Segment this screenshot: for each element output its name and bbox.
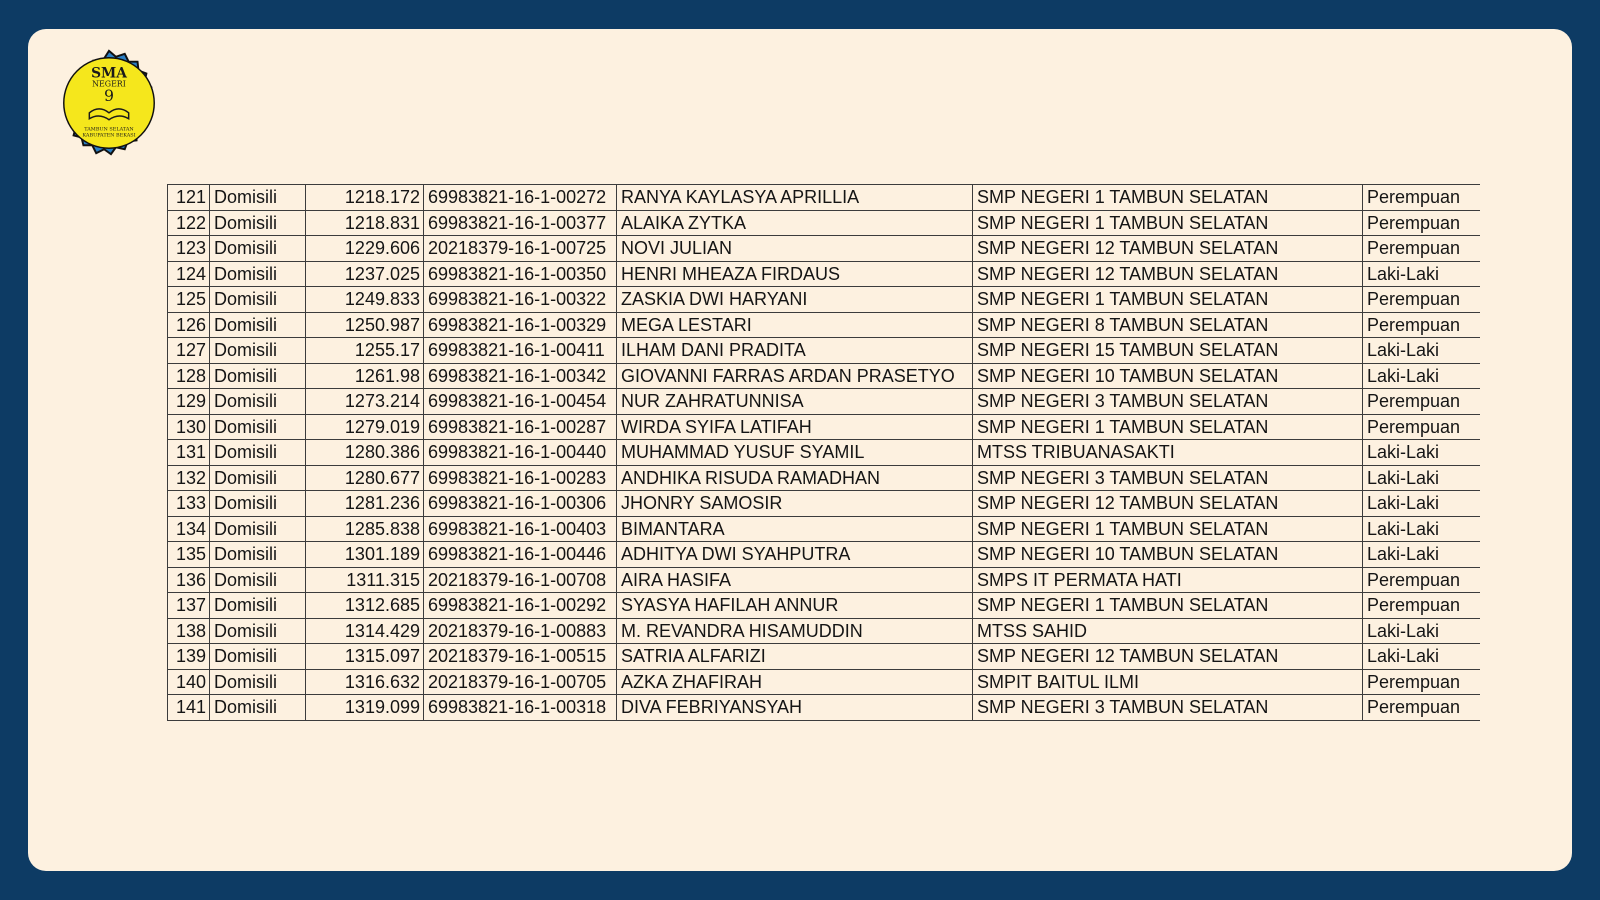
row-number-cell: 130 (168, 414, 210, 440)
gender-cell: Perempuan (1363, 567, 1481, 593)
origin-school-cell: SMPIT BAITUL ILMI (973, 669, 1363, 695)
student-name-cell: AZKA ZHAFIRAH (617, 669, 973, 695)
table-row (168, 389, 1481, 415)
origin-school-cell: SMP NEGERI 1 TAMBUN SELATAN (973, 185, 1363, 211)
table-row (168, 644, 1481, 670)
row-number-cell: 126 (168, 312, 210, 338)
row-number-cell: 124 (168, 261, 210, 287)
gender-cell: Perempuan (1363, 210, 1481, 236)
student-name-cell: RANYA KAYLASYA APRILLIA (617, 185, 973, 211)
distance-cell: 1249.833 (306, 287, 424, 313)
registration-code-cell: 69983821-16-1-00318 (424, 695, 617, 721)
row-number-cell: 133 (168, 491, 210, 517)
table-row (168, 210, 1481, 236)
logo-text-sma: SMA (91, 65, 127, 82)
student-name-cell: SYASYA HAFILAH ANNUR (617, 593, 973, 619)
gender-cell: Laki-Laki (1363, 542, 1481, 568)
row-number-cell: 128 (168, 363, 210, 389)
origin-school-cell: SMP NEGERI 10 TAMBUN SELATAN (973, 542, 1363, 568)
table-row (168, 312, 1481, 338)
table-row (168, 440, 1481, 466)
admission-path-cell: Domisili (210, 618, 306, 644)
row-number-cell: 137 (168, 593, 210, 619)
table-row (168, 618, 1481, 644)
logo-text-regency: KABUPATEN BEKASI (82, 132, 136, 139)
gender-cell: Perempuan (1363, 593, 1481, 619)
row-number-cell: 141 (168, 695, 210, 721)
distance-cell: 1316.632 (306, 669, 424, 695)
gender-cell: Laki-Laki (1363, 618, 1481, 644)
student-table-container (167, 184, 1480, 736)
registration-code-cell: 69983821-16-1-00322 (424, 287, 617, 313)
gender-cell: Perempuan (1363, 414, 1481, 440)
distance-cell: 1229.606 (306, 236, 424, 262)
student-name-cell: HENRI MHEAZA FIRDAUS (617, 261, 973, 287)
gender-cell: Perempuan (1363, 669, 1481, 695)
origin-school-cell: SMP NEGERI 3 TAMBUN SELATAN (973, 389, 1363, 415)
table-row (168, 465, 1481, 491)
logo-text-location: TAMBUN SELATAN (84, 126, 134, 133)
registration-code-cell: 69983821-16-1-00446 (424, 542, 617, 568)
table-row (168, 236, 1481, 262)
student-name-cell: SATRIA ALFARIZI (617, 644, 973, 670)
student-name-cell: MUHAMMAD YUSUF SYAMIL (617, 440, 973, 466)
admission-path-cell: Domisili (210, 185, 306, 211)
admission-path-cell: Domisili (210, 236, 306, 262)
gender-cell: Laki-Laki (1363, 644, 1481, 670)
student-name-cell: MEGA LESTARI (617, 312, 973, 338)
registration-code-cell: 20218379-16-1-00883 (424, 618, 617, 644)
distance-cell: 1237.025 (306, 261, 424, 287)
origin-school-cell: SMP NEGERI 12 TAMBUN SELATAN (973, 644, 1363, 670)
registration-code-cell: 69983821-16-1-00440 (424, 440, 617, 466)
student-name-cell: ALAIKA ZYTKA (617, 210, 973, 236)
logo-text-number: 9 (103, 86, 115, 106)
admission-path-cell: Domisili (210, 465, 306, 491)
admission-path-cell: Domisili (210, 210, 306, 236)
row-number-cell: 127 (168, 338, 210, 364)
gender-cell: Laki-Laki (1363, 261, 1481, 287)
distance-cell: 1281.236 (306, 491, 424, 517)
student-name-cell: ADHITYA DWI SYAHPUTRA (617, 542, 973, 568)
registration-code-cell: 69983821-16-1-00329 (424, 312, 617, 338)
table-row (168, 516, 1481, 542)
gender-cell: Perempuan (1363, 389, 1481, 415)
distance-cell: 1280.677 (306, 465, 424, 491)
table-row (168, 287, 1481, 313)
student-name-cell: AIRA HASIFA (617, 567, 973, 593)
registration-code-cell: 69983821-16-1-00287 (424, 414, 617, 440)
admission-path-cell: Domisili (210, 414, 306, 440)
table-row (168, 363, 1481, 389)
gender-cell: Laki-Laki (1363, 363, 1481, 389)
origin-school-cell: SMP NEGERI 12 TAMBUN SELATAN (973, 236, 1363, 262)
origin-school-cell: SMP NEGERI 15 TAMBUN SELATAN (973, 338, 1363, 364)
table-row (168, 542, 1481, 568)
student-name-cell: ILHAM DANI PRADITA (617, 338, 973, 364)
origin-school-cell: SMP NEGERI 1 TAMBUN SELATAN (973, 210, 1363, 236)
gender-cell: Laki-Laki (1363, 440, 1481, 466)
gender-cell: Laki-Laki (1363, 491, 1481, 517)
table-row (168, 669, 1481, 695)
registration-code-cell: 69983821-16-1-00292 (424, 593, 617, 619)
row-number-cell: 122 (168, 210, 210, 236)
admission-path-cell: Domisili (210, 542, 306, 568)
student-name-cell: GIOVANNI FARRAS ARDAN PRASETYO (617, 363, 973, 389)
admission-path-cell: Domisili (210, 644, 306, 670)
registration-code-cell: 69983821-16-1-00454 (424, 389, 617, 415)
distance-cell: 1261.98 (306, 363, 424, 389)
distance-cell: 1285.838 (306, 516, 424, 542)
student-name-cell: ANDHIKA RISUDA RAMADHAN (617, 465, 973, 491)
admission-path-cell: Domisili (210, 695, 306, 721)
admission-path-cell: Domisili (210, 669, 306, 695)
gender-cell: Perempuan (1363, 236, 1481, 262)
origin-school-cell: SMP NEGERI 3 TAMBUN SELATAN (973, 465, 1363, 491)
gender-cell: Perempuan (1363, 312, 1481, 338)
admission-path-cell: Domisili (210, 312, 306, 338)
student-name-cell: DIVA FEBRIYANSYAH (617, 695, 973, 721)
student-name-cell: BIMANTARA (617, 516, 973, 542)
distance-cell: 1311.315 (306, 567, 424, 593)
table-row (168, 414, 1481, 440)
origin-school-cell: SMP NEGERI 1 TAMBUN SELATAN (973, 287, 1363, 313)
table-row (168, 491, 1481, 517)
origin-school-cell: SMP NEGERI 10 TAMBUN SELATAN (973, 363, 1363, 389)
distance-cell: 1255.17 (306, 338, 424, 364)
distance-cell: 1301.189 (306, 542, 424, 568)
student-name-cell: M. REVANDRA HISAMUDDIN (617, 618, 973, 644)
origin-school-cell: MTSS TRIBUANASAKTI (973, 440, 1363, 466)
registration-code-cell: 69983821-16-1-00283 (424, 465, 617, 491)
row-number-cell: 125 (168, 287, 210, 313)
origin-school-cell: SMPS IT PERMATA HATI (973, 567, 1363, 593)
distance-cell: 1315.097 (306, 644, 424, 670)
table-row (168, 695, 1481, 721)
gender-cell: Perempuan (1363, 695, 1481, 721)
origin-school-cell: SMP NEGERI 1 TAMBUN SELATAN (973, 593, 1363, 619)
student-name-cell: ZASKIA DWI HARYANI (617, 287, 973, 313)
school-logo (50, 44, 168, 162)
row-number-cell: 129 (168, 389, 210, 415)
distance-cell: 1273.214 (306, 389, 424, 415)
admission-path-cell: Domisili (210, 389, 306, 415)
registration-code-cell: 69983821-16-1-00350 (424, 261, 617, 287)
admission-path-cell: Domisili (210, 440, 306, 466)
row-number-cell: 138 (168, 618, 210, 644)
gender-cell: Laki-Laki (1363, 516, 1481, 542)
origin-school-cell: SMP NEGERI 12 TAMBUN SELATAN (973, 261, 1363, 287)
registration-code-cell: 20218379-16-1-00515 (424, 644, 617, 670)
registration-code-cell: 69983821-16-1-00411 (424, 338, 617, 364)
row-number-cell: 134 (168, 516, 210, 542)
student-name-cell: JHONRY SAMOSIR (617, 491, 973, 517)
distance-cell: 1218.172 (306, 185, 424, 211)
admission-path-cell: Domisili (210, 567, 306, 593)
origin-school-cell: SMP NEGERI 1 TAMBUN SELATAN (973, 414, 1363, 440)
gender-cell: Laki-Laki (1363, 338, 1481, 364)
registration-code-cell: 69983821-16-1-00377 (424, 210, 617, 236)
gender-cell: Laki-Laki (1363, 465, 1481, 491)
gender-cell: Perempuan (1363, 287, 1481, 313)
registration-code-cell: 69983821-16-1-00272 (424, 185, 617, 211)
admission-path-cell: Domisili (210, 261, 306, 287)
distance-cell: 1279.019 (306, 414, 424, 440)
distance-cell: 1319.099 (306, 695, 424, 721)
table-row (168, 338, 1481, 364)
admission-path-cell: Domisili (210, 516, 306, 542)
row-number-cell: 131 (168, 440, 210, 466)
logo-text-negeri: NEGERI (92, 79, 126, 89)
row-number-cell: 140 (168, 669, 210, 695)
row-number-cell: 132 (168, 465, 210, 491)
distance-cell: 1312.685 (306, 593, 424, 619)
origin-school-cell: MTSS SAHID (973, 618, 1363, 644)
student-table (167, 184, 1480, 721)
admission-path-cell: Domisili (210, 491, 306, 517)
admission-path-cell: Domisili (210, 287, 306, 313)
student-name-cell: NOVI JULIAN (617, 236, 973, 262)
admission-path-cell: Domisili (210, 593, 306, 619)
table-row (168, 567, 1481, 593)
student-name-cell: NUR ZAHRATUNNISA (617, 389, 973, 415)
gender-cell: Perempuan (1363, 185, 1481, 211)
row-number-cell: 121 (168, 185, 210, 211)
table-row (168, 185, 1481, 211)
distance-cell: 1314.429 (306, 618, 424, 644)
table-row (168, 261, 1481, 287)
registration-code-cell: 20218379-16-1-00708 (424, 567, 617, 593)
distance-cell: 1280.386 (306, 440, 424, 466)
row-number-cell: 123 (168, 236, 210, 262)
origin-school-cell: SMP NEGERI 3 TAMBUN SELATAN (973, 695, 1363, 721)
registration-code-cell: 20218379-16-1-00725 (424, 236, 617, 262)
distance-cell: 1250.987 (306, 312, 424, 338)
registration-code-cell: 69983821-16-1-00306 (424, 491, 617, 517)
distance-cell: 1218.831 (306, 210, 424, 236)
row-number-cell: 135 (168, 542, 210, 568)
admission-path-cell: Domisili (210, 363, 306, 389)
student-name-cell: WIRDA SYIFA LATIFAH (617, 414, 973, 440)
registration-code-cell: 69983821-16-1-00342 (424, 363, 617, 389)
origin-school-cell: SMP NEGERI 1 TAMBUN SELATAN (973, 516, 1363, 542)
row-number-cell: 139 (168, 644, 210, 670)
admission-path-cell: Domisili (210, 338, 306, 364)
row-number-cell: 136 (168, 567, 210, 593)
origin-school-cell: SMP NEGERI 12 TAMBUN SELATAN (973, 491, 1363, 517)
registration-code-cell: 20218379-16-1-00705 (424, 669, 617, 695)
registration-code-cell: 69983821-16-1-00403 (424, 516, 617, 542)
table-row (168, 593, 1481, 619)
origin-school-cell: SMP NEGERI 8 TAMBUN SELATAN (973, 312, 1363, 338)
